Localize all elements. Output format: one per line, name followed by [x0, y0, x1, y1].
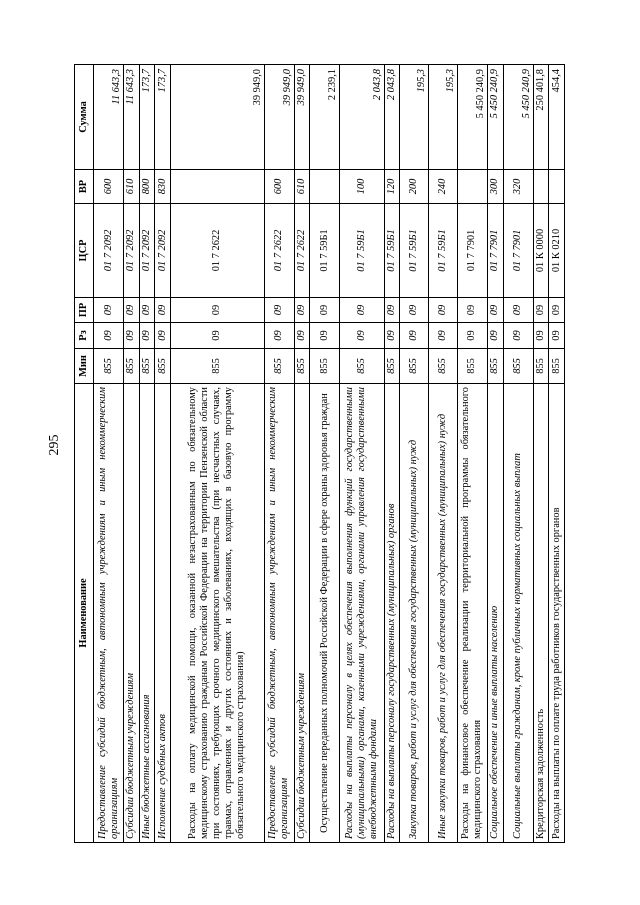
- row-sum: 11 643,3: [94, 65, 124, 170]
- row-name: Социальные выплаты гражданам, кроме публичных нормативных социальных выплат: [503, 384, 533, 843]
- row-vr: 120: [384, 170, 400, 204]
- row-name: Социальное обеспечение и иные выплаты населению: [488, 384, 504, 843]
- row-pr: 09: [549, 298, 565, 323]
- row-csr: 01 К 0210: [549, 204, 565, 298]
- header-vr: ВР: [75, 170, 94, 204]
- row-pr: 09: [155, 298, 171, 323]
- row-sum: 5 450 240,9: [503, 65, 533, 170]
- row-csr: 01 7 59Б1: [429, 204, 458, 298]
- table-header-row: [75, 65, 94, 843]
- row-sum: 173,7: [139, 65, 155, 170]
- table-row: [170, 65, 264, 843]
- table-row: [549, 65, 565, 843]
- row-rz: 09: [503, 323, 533, 349]
- table-row: [264, 65, 294, 843]
- row-name: Предоставление субсидий бюджетным, автономным учреждениям и иным некоммерческим организациям: [264, 384, 294, 843]
- row-name: Закупка товаров, работ и услуг для обеспечения государственных (муниципальных) нужд: [400, 384, 429, 843]
- row-rz: 09: [457, 323, 487, 349]
- row-vr: 300: [488, 170, 504, 204]
- row-pr: 09: [488, 298, 504, 323]
- row-rz: 09: [429, 323, 458, 349]
- row-pr: 09: [94, 298, 124, 323]
- row-sum: 195,3: [400, 65, 429, 170]
- row-vr: 100: [340, 170, 384, 204]
- header-min: Мин: [75, 349, 94, 384]
- row-sum: 11 643,3: [124, 65, 140, 170]
- row-pr: 09: [457, 298, 487, 323]
- row-csr: 01 7 2092: [155, 204, 171, 298]
- row-vr: 610: [294, 170, 310, 204]
- table-row: [429, 65, 458, 843]
- rotated-budget-table-container: [74, 65, 565, 843]
- row-pr: 09: [124, 298, 140, 323]
- row-rz: 09: [170, 323, 264, 349]
- table-row: [503, 65, 533, 843]
- row-rz: 09: [294, 323, 310, 349]
- row-rz: 09: [533, 323, 549, 349]
- table-row: [340, 65, 384, 843]
- row-pr: 09: [384, 298, 400, 323]
- row-vr: [310, 170, 340, 204]
- table-row: [400, 65, 429, 843]
- row-vr: 200: [400, 170, 429, 204]
- row-vr: 320: [503, 170, 533, 204]
- row-pr: 09: [139, 298, 155, 323]
- row-rz: 09: [155, 323, 171, 349]
- row-name: Расходы на выплаты персоналу государственных (муниципальных) органов: [384, 384, 400, 843]
- row-name: Субсидии бюджетным учреждениям: [294, 384, 310, 843]
- row-min: 855: [488, 349, 504, 384]
- row-csr: 01 7 2622: [170, 204, 264, 298]
- row-name: Иные закупки товаров, работ и услуг для обеспечения государственных (муниципальных) нужд: [429, 384, 458, 843]
- table-row: [124, 65, 140, 843]
- row-rz: 09: [488, 323, 504, 349]
- table-row: [533, 65, 549, 843]
- row-min: 855: [94, 349, 124, 384]
- row-vr: [549, 170, 565, 204]
- row-sum: 39 949,0: [294, 65, 310, 170]
- row-csr: 01 7 59Б1: [310, 204, 340, 298]
- table-row: [457, 65, 487, 843]
- row-rz: 09: [139, 323, 155, 349]
- row-min: 855: [264, 349, 294, 384]
- row-csr: 01 7 2622: [264, 204, 294, 298]
- row-rz: 09: [340, 323, 384, 349]
- row-vr: 800: [139, 170, 155, 204]
- row-csr: 01 7 59Б1: [384, 204, 400, 298]
- row-pr: 09: [170, 298, 264, 323]
- row-sum: 39 949,0: [264, 65, 294, 170]
- row-min: 855: [400, 349, 429, 384]
- row-min: 855: [429, 349, 458, 384]
- row-min: 855: [340, 349, 384, 384]
- row-csr: 01 7 2622: [294, 204, 310, 298]
- row-vr: [170, 170, 264, 204]
- row-name: Исполнение судебных актов: [155, 384, 171, 843]
- row-pr: 09: [429, 298, 458, 323]
- budget-table: [74, 64, 565, 843]
- row-pr: 09: [503, 298, 533, 323]
- row-rz: 09: [310, 323, 340, 349]
- row-sum: 5 450 240,9: [488, 65, 504, 170]
- row-sum: 250 401,8: [533, 65, 549, 170]
- row-csr: 01 7 59Б1: [340, 204, 384, 298]
- row-name: Расходы на оплату медицинской помощи, оказанной незастрахованным по обязательному медицинскому страхованию гражданам Российской Федерации на территории Пензенской области при состояниях, требующих срочного медицинского вмешательства (при несчастных случаях, травмах, отравлениях и других состояниях и заболеваниях, входящих в базовую программу обязательного медицинского страхования): [170, 384, 264, 843]
- row-name: Кредиторская задолженность: [533, 384, 549, 843]
- table-row: [94, 65, 124, 843]
- row-csr: 01 7 2092: [139, 204, 155, 298]
- page-number: 295: [47, 434, 62, 456]
- row-min: 855: [294, 349, 310, 384]
- table-row: [294, 65, 310, 843]
- row-csr: 01 7 7901: [488, 204, 504, 298]
- row-pr: 09: [533, 298, 549, 323]
- row-name: Расходы на выплаты по оплате труда работников государственных органов: [549, 384, 565, 843]
- row-sum: 454,4: [549, 65, 565, 170]
- row-name: Расходы на финансовое обеспечение реализации территориальной программы обязательного медицинского страхования: [457, 384, 487, 843]
- row-rz: 09: [94, 323, 124, 349]
- header-sum: Сумма: [75, 65, 94, 170]
- row-pr: 09: [294, 298, 310, 323]
- row-sum: 173,7: [155, 65, 171, 170]
- row-csr: 01 7 2092: [124, 204, 140, 298]
- row-name: Иные бюджетные ассигнования: [139, 384, 155, 843]
- row-min: 855: [457, 349, 487, 384]
- table-row: [384, 65, 400, 843]
- row-sum: 39 949,0: [170, 65, 264, 170]
- row-csr: 01 7 7901: [503, 204, 533, 298]
- row-min: 855: [155, 349, 171, 384]
- row-name: Субсидии бюджетным учреждениям: [124, 384, 140, 843]
- row-min: 855: [170, 349, 264, 384]
- row-sum: 195,3: [429, 65, 458, 170]
- table-row: [310, 65, 340, 843]
- row-csr: 01 7 7901: [457, 204, 487, 298]
- row-vr: [533, 170, 549, 204]
- table-row: [488, 65, 504, 843]
- header-pr: ПР: [75, 298, 94, 323]
- row-pr: 09: [340, 298, 384, 323]
- row-min: 855: [124, 349, 140, 384]
- row-csr: 01 7 59Б1: [400, 204, 429, 298]
- row-vr: 830: [155, 170, 171, 204]
- row-name: Расходы на выплаты персоналу в целях обеспечения выполнения функций государственными (муниципальными) органами, казенными учреждениями, органами управления государственными внебюджетными фондами: [340, 384, 384, 843]
- row-min: 855: [549, 349, 565, 384]
- row-rz: 09: [384, 323, 400, 349]
- header-csr: ЦСР: [75, 204, 94, 298]
- row-min: 855: [310, 349, 340, 384]
- row-min: 855: [533, 349, 549, 384]
- row-rz: 09: [400, 323, 429, 349]
- row-vr: 600: [94, 170, 124, 204]
- row-pr: 09: [310, 298, 340, 323]
- row-vr: 600: [264, 170, 294, 204]
- row-name: Осуществление переданных полномочий Российской Федерации в сфере охраны здоровья граждан: [310, 384, 340, 843]
- row-sum: 2 043,8: [384, 65, 400, 170]
- row-rz: 09: [549, 323, 565, 349]
- row-pr: 09: [400, 298, 429, 323]
- row-csr: 01 7 2092: [94, 204, 124, 298]
- table-row: [155, 65, 171, 843]
- row-sum: 2 239,1: [310, 65, 340, 170]
- header-name: Наименование: [75, 384, 94, 843]
- row-min: 855: [384, 349, 400, 384]
- row-name: Предоставление субсидий бюджетным, автономным учреждениям и иным некоммерческим организациям: [94, 384, 124, 843]
- row-pr: 09: [264, 298, 294, 323]
- row-csr: 01 К 0000: [533, 204, 549, 298]
- header-rz: Рз: [75, 323, 94, 349]
- row-sum: 2 043,8: [340, 65, 384, 170]
- table-row: [139, 65, 155, 843]
- row-vr: 610: [124, 170, 140, 204]
- row-rz: 09: [264, 323, 294, 349]
- row-min: 855: [503, 349, 533, 384]
- row-vr: [457, 170, 487, 204]
- row-rz: 09: [124, 323, 140, 349]
- row-vr: 240: [429, 170, 458, 204]
- row-min: 855: [139, 349, 155, 384]
- row-sum: 5 450 240,9: [457, 65, 487, 170]
